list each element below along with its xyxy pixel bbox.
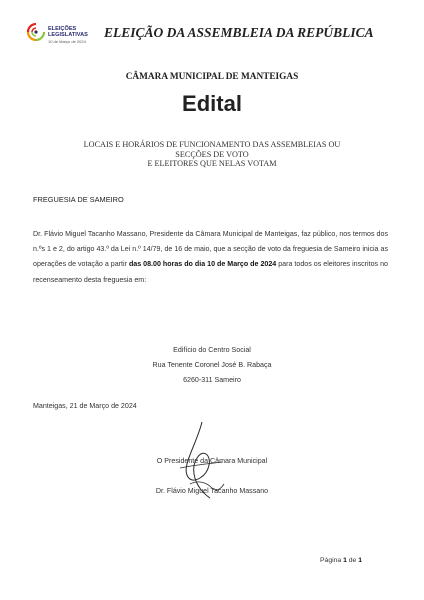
signatory-role: O Presidente da Câmara Municipal bbox=[156, 457, 268, 465]
page-current: 1 bbox=[343, 557, 347, 564]
elections-logo-mark-icon bbox=[27, 23, 45, 41]
logo-line-1: ELEIÇÕES bbox=[48, 26, 77, 32]
signatory-name: Dr. Flávio Miguel Tacanho Massano bbox=[155, 487, 269, 495]
address-line-2: Rua Tenente Coronel José B. Rabaça bbox=[152, 361, 272, 369]
body-text-part-2: para todos os eleitores inscritos no recenseamento desta freguesia em: bbox=[33, 260, 388, 284]
document-subheading bbox=[0, 140, 424, 169]
elections-logo bbox=[27, 23, 97, 57]
page-number bbox=[320, 557, 362, 564]
place-and-date: Manteigas, 21 de Março de 2024 bbox=[33, 402, 137, 410]
header-title: ELEIÇÃO DA ASSEMBLEIA DA REPÚBLICA bbox=[104, 25, 374, 40]
address-line-1: Edifício do Centro Social bbox=[173, 346, 251, 354]
body-text-bold: das 08.00 horas do dia 10 de Março de 2024 bbox=[128, 260, 277, 269]
logo-date: 10 de Março de 2024 bbox=[48, 39, 86, 44]
municipality-name: CÂMARA MUNICIPAL DE MANTEIGAS bbox=[125, 72, 299, 82]
subheading-line-2: SECÇÕES DE VOTO bbox=[175, 149, 249, 159]
parish-heading: FREGUESIA DE SAMEIRO bbox=[33, 195, 124, 204]
page-of: de bbox=[348, 557, 357, 564]
page-total: 1 bbox=[358, 557, 362, 564]
logo-line-2: LEGISLATIVAS bbox=[48, 32, 88, 38]
subheading-line-3: E ELEITORES QUE NELAS VOTAM bbox=[147, 159, 277, 169]
body-text-part-1: Dr. Flávio Miguel Tacanho Massano, Presidente da Câmara Municipal de Manteigas, faz público, nos termos dos n.ºs 1 e 2, do artigo 43.º da Lei n.º 14/79, de 16 de maio, que a secção de voto da freguesia de Sameiro inicia as operações de votação a partir bbox=[33, 230, 388, 269]
logo-text bbox=[48, 26, 88, 38]
page-label: Página bbox=[320, 557, 342, 564]
subheading-line-1: LOCAIS E HORÁRIOS DE FUNCIONAMENTO DAS ASSEMBLEIAS OU bbox=[83, 140, 341, 149]
document-title: Edital bbox=[182, 91, 242, 116]
body-paragraph bbox=[33, 227, 388, 288]
address-line-3: 6260-311 Sameiro bbox=[183, 376, 241, 384]
